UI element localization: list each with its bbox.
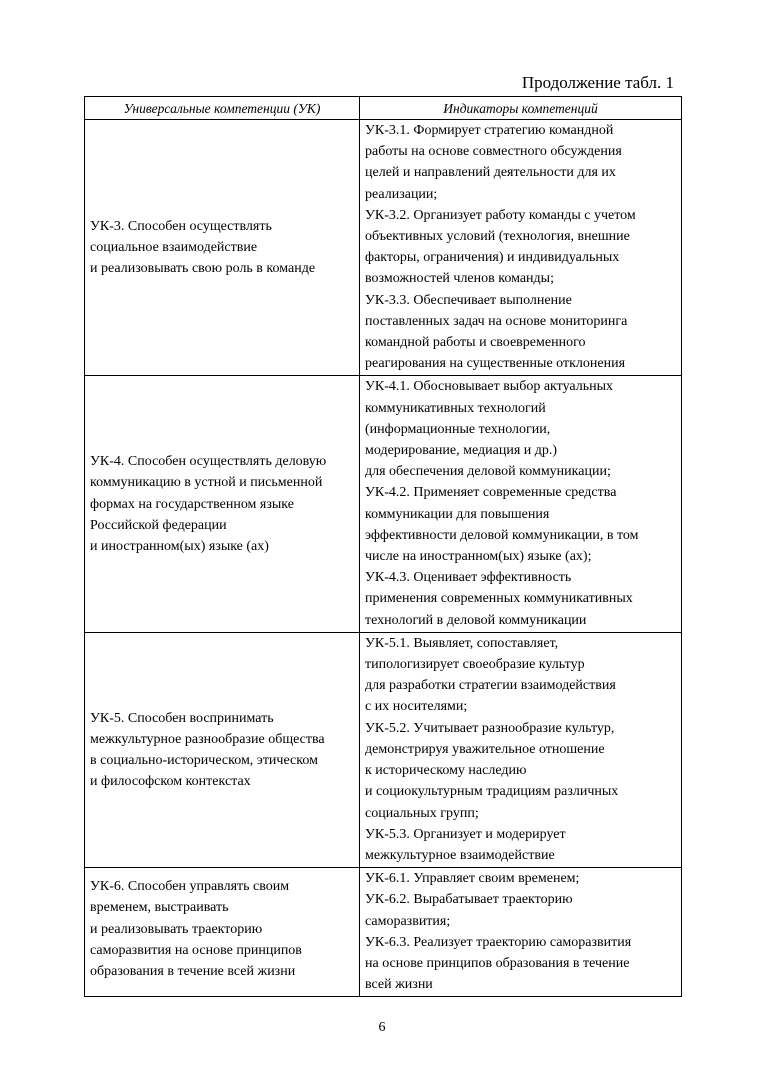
indicators-cell [360,632,682,867]
indicator-line: УК-5.1. Выявляет, сопоставляет, [365,635,559,651]
competence-line: межкультурное разнообразие общества [90,731,325,747]
competence-line: и иностранном(ых) языке (ах) [90,538,269,554]
indicator-line: на основе принципов образования в течение [365,955,630,971]
competence-cell [85,868,360,997]
indicator-line: УК-3.2. Организует работу команды с учетом [365,207,636,223]
table-row [85,120,682,376]
indicator-line: УК-3.3. Обеспечивает выполнение [365,292,572,308]
indicators-cell [360,376,682,632]
competence-line: УК-4. Способен осуществлять деловую [90,454,327,470]
indicator-line: реализации; [365,186,438,202]
indicator-line: числе на иностранном(ых) языке (ах); [365,549,592,565]
indicator-line: и социокультурным традициям различных [365,784,619,800]
indicator-line: УК-6.2. Вырабатывает траекторию [365,892,573,908]
table-header-row [85,97,682,120]
competence-line: УК-5. Способен воспринимать [90,710,274,726]
competence-line: и реализовывать свою роль в команде [90,261,316,277]
table-row [85,632,682,867]
competence-line: образования в течение всей жизни [90,963,296,979]
competence-line: в социально-историческом, этическом [90,752,318,768]
indicator-line: эффективности деловой коммуникации, в том [365,527,639,543]
indicator-line: для обеспечения деловой коммуникации; [365,464,611,480]
indicator-line: возможностей членов команды; [365,271,554,287]
competencies-table [84,96,682,997]
competence-cell [85,120,360,376]
column-header-indicators: Индикаторы компетенций [360,97,682,120]
indicator-line: объективных условий (технология, внешние [365,229,630,245]
indicator-line: технологий в деловой коммуникации [365,612,587,628]
competence-line: временем, выстраивать [90,900,229,916]
indicator-line: коммуникации для повышения [365,506,550,522]
indicator-line: целей и направлений деятельности для их [365,165,616,181]
competence-line: саморазвития на основе принципов [90,942,302,958]
table-row [85,868,682,997]
competence-cell [85,376,360,632]
column-header-competencies: Универсальные компетенции (УК) [85,97,360,120]
indicator-line: модерирование, медиация и др.) [365,443,558,459]
competence-line: и философском контекстах [90,774,251,790]
competence-line: коммуникацию в устной и письменной [90,475,323,491]
page-number: 6 [378,1020,386,1035]
indicator-line: коммуникативных технологий [365,400,546,416]
indicator-line: типологизирует своеобразие культур [365,657,585,673]
indicator-line: УК-3.1. Формирует стратегию командной [365,123,614,138]
indicator-line: УК-4.1. Обосновывает выбор актуальных [365,379,614,395]
competence-cell [85,632,360,867]
indicator-line: демонстрируя уважительное отношение [365,741,605,757]
indicator-line: саморазвития; [365,913,451,929]
indicator-line: всей жизни [365,977,433,993]
indicator-line: (информационные технологии, [365,421,551,437]
competence-line: формах на государственном языке [90,496,294,512]
indicator-line: факторы, ограничения) и индивидуальных [365,250,620,266]
indicator-line: применения современных коммуникативных [365,591,633,607]
indicator-line: к историческому наследию [365,763,527,779]
indicators-cell [360,868,682,997]
indicator-line: работы на основе совместного обсуждения [365,144,622,160]
competence-line: УК-3. Способен осуществлять [90,218,272,234]
table-row [85,376,682,632]
indicator-line: социальных групп; [365,805,479,821]
indicator-line: для разработки стратегии взаимодействия [365,678,616,694]
indicator-line: УК-4.3. Оценивает эффективность [365,570,572,586]
competence-line: социальное взаимодействие [90,240,258,256]
indicators-cell [360,120,682,376]
competence-line: Российской федерации [90,517,227,533]
indicator-line: поставленных задач на основе мониторинга [365,313,628,329]
indicator-line: УК-5.2. Учитывает разнообразие культур, [365,720,615,736]
indicator-line: УК-5.3. Организует и модерирует [365,826,566,842]
indicator-line: межкультурное взаимодействие [365,847,555,863]
indicator-line: с их носителями; [365,699,468,715]
indicator-line: командной работы и своевременного [365,335,586,351]
indicator-line: реагирования на существенные отклонения [365,356,626,372]
indicator-line: УК-6.3. Реализует траекторию саморазвития [365,934,632,950]
competence-line: и реализовывать траекторию [90,921,263,937]
indicator-line: УК-4.2. Применяет современные средства [365,485,617,501]
table-continuation-label: Продолжение табл. 1 [521,73,674,92]
indicator-line: УК-6.1. Управляет своим временем; [365,871,580,887]
competence-line: УК-6. Способен управлять своим [90,879,290,895]
